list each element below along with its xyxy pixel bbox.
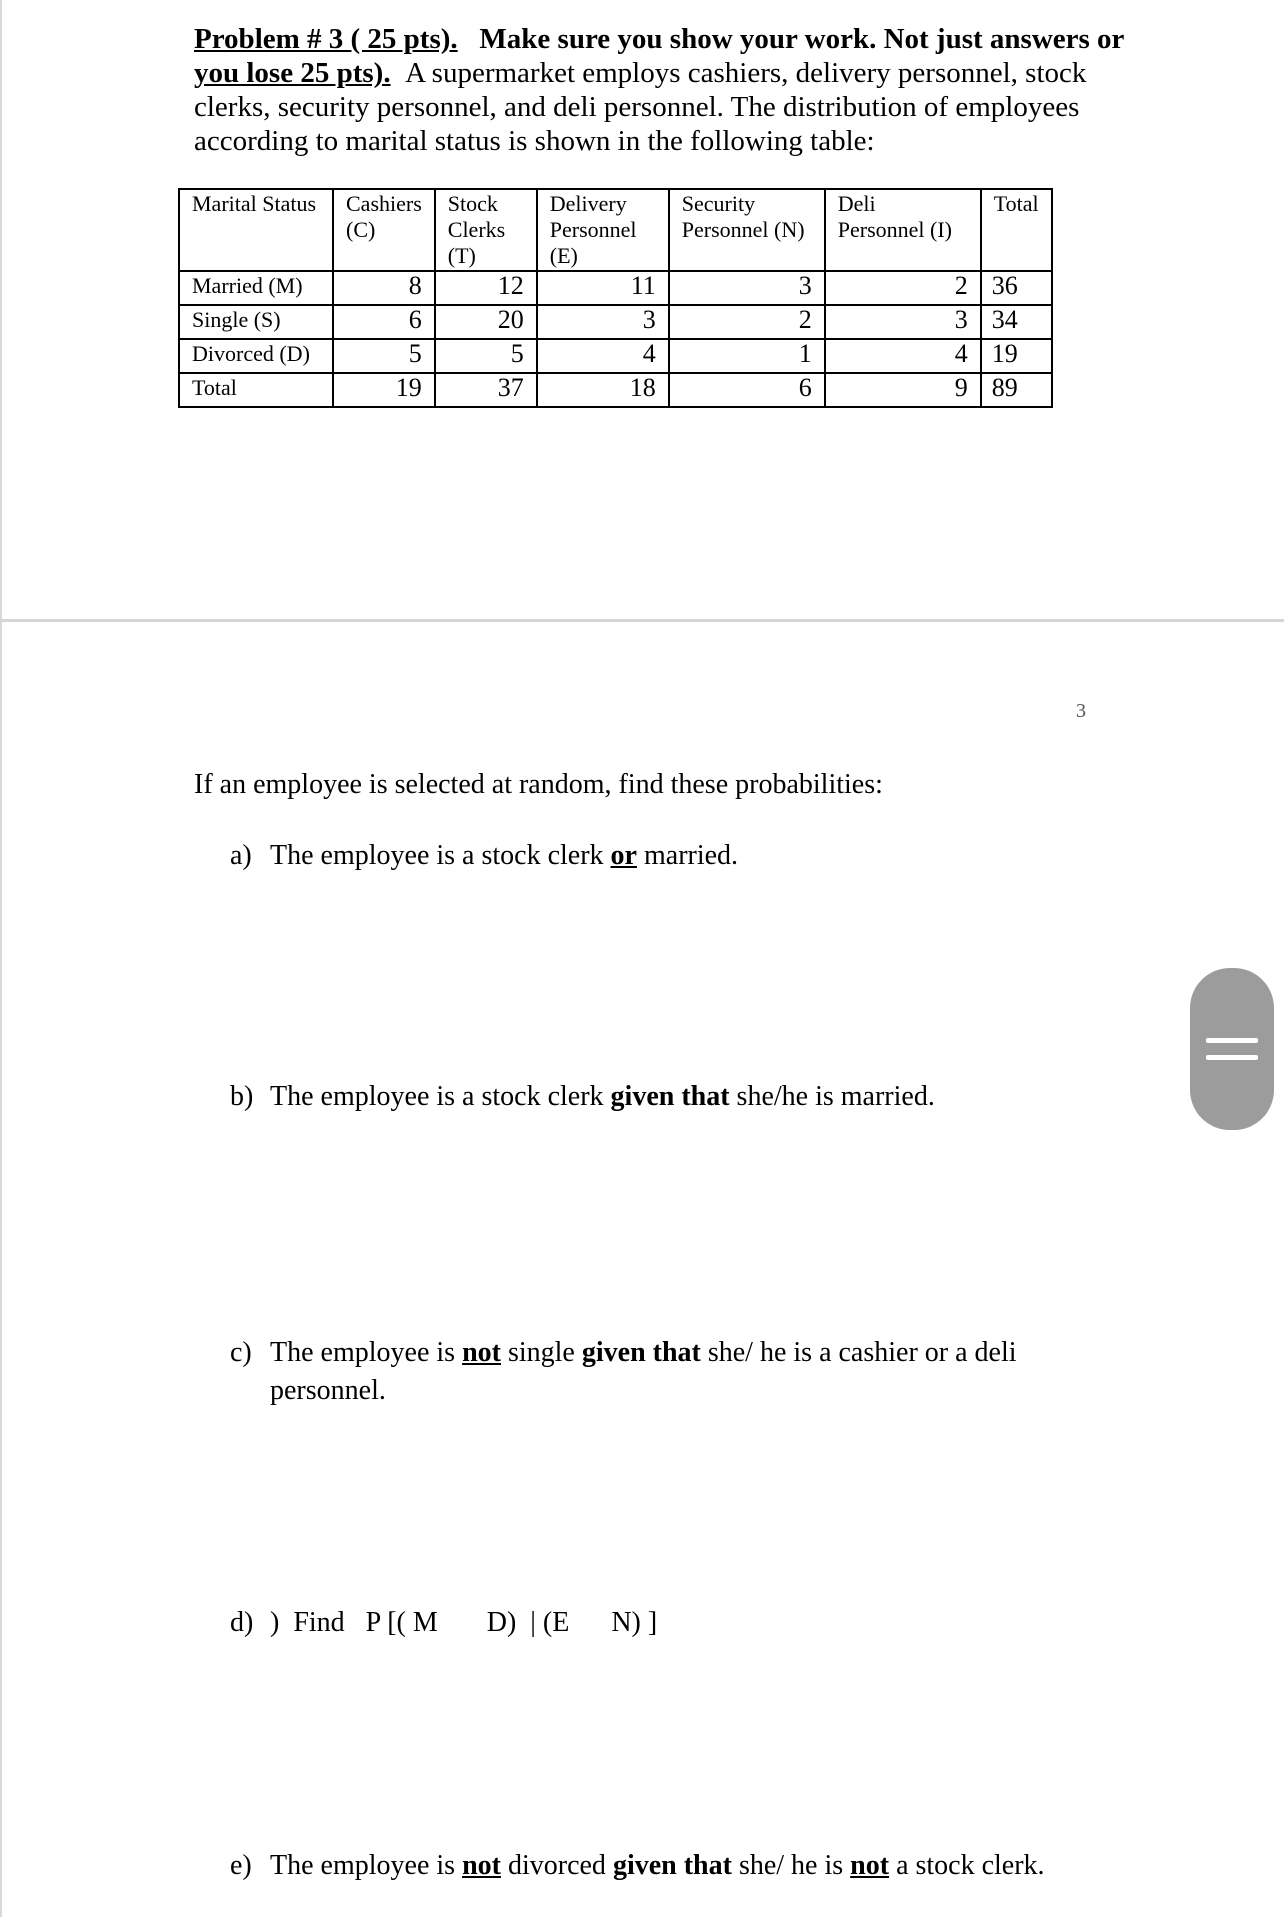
problem-text: A supermarket employs cashiers, delivery personnel, stock clerks, security personnel, and deli personnel. The distribution of employees according to marital status is shown in the following table: bbox=[194, 57, 1087, 157]
question-a: a) The employee is a stock clerk or married. bbox=[230, 837, 738, 875]
cell: 11 bbox=[537, 271, 669, 305]
header-stock-clerks: Stock Clerks (T) bbox=[435, 189, 537, 271]
question-label: d) bbox=[230, 1607, 254, 1638]
row-label: Single (S) bbox=[179, 305, 333, 339]
question-b: b) The employee is a stock clerk given that she/he is married. bbox=[230, 1078, 935, 1116]
cell: 3 bbox=[669, 271, 825, 305]
table-row bbox=[179, 305, 1052, 339]
problem-heading: Problem # 3 ( 25 pts). bbox=[194, 23, 458, 55]
row-label: Divorced (D) bbox=[179, 339, 333, 373]
row-label: Total bbox=[179, 373, 333, 407]
intro-text: If an employee is selected at random, find these probabilities: bbox=[194, 769, 883, 800]
cell-total: 34 bbox=[981, 305, 1052, 339]
row-label: Married (M) bbox=[179, 271, 333, 305]
cell: 8 bbox=[333, 271, 435, 305]
cell: 2 bbox=[825, 271, 981, 305]
cell: 6 bbox=[669, 373, 825, 407]
cell: 4 bbox=[825, 339, 981, 373]
header-cashiers: Cashiers (C) bbox=[333, 189, 435, 271]
question-c: c) The employee is not single given that she/ he is a cashier or a deli personnel. bbox=[230, 1334, 1090, 1410]
page-edge bbox=[0, 0, 2, 1917]
cell: 6 bbox=[333, 305, 435, 339]
table-row bbox=[179, 339, 1052, 373]
cell: 3 bbox=[537, 305, 669, 339]
header-deli: Deli Personnel (I) bbox=[825, 189, 981, 271]
cell: 2 bbox=[669, 305, 825, 339]
table-row bbox=[179, 373, 1052, 407]
question-d: d) ) Find P [( M D) | (E N) ] bbox=[230, 1604, 657, 1642]
cell-total: 36 bbox=[981, 271, 1052, 305]
question-label: c) bbox=[230, 1337, 252, 1368]
page-number: 3 bbox=[1076, 700, 1086, 722]
table-row bbox=[179, 271, 1052, 305]
question-label: b) bbox=[230, 1081, 254, 1112]
cell: 5 bbox=[435, 339, 537, 373]
cell: 20 bbox=[435, 305, 537, 339]
cell: 12 bbox=[435, 271, 537, 305]
table-header-row bbox=[179, 189, 1052, 271]
question-e: e) The employee is not divorced given that she/ he is not a stock clerk. bbox=[230, 1847, 1045, 1885]
cell-total: 89 bbox=[981, 373, 1052, 407]
cell: 3 bbox=[825, 305, 981, 339]
question-label: a) bbox=[230, 840, 252, 871]
header-security: Security Personnel (N) bbox=[669, 189, 825, 271]
header-delivery: Delivery Personnel (E) bbox=[537, 189, 669, 271]
cell: 37 bbox=[435, 373, 537, 407]
scroll-handle-icon[interactable] bbox=[1190, 968, 1274, 1130]
cell: 1 bbox=[669, 339, 825, 373]
cell: 18 bbox=[537, 373, 669, 407]
header-total: Total bbox=[981, 189, 1052, 271]
header-marital-status: Marital Status bbox=[179, 189, 333, 271]
cell: 5 bbox=[333, 339, 435, 373]
problem-statement bbox=[194, 22, 1164, 158]
cell: 4 bbox=[537, 339, 669, 373]
cell: 9 bbox=[825, 373, 981, 407]
problem-instruction: Make sure you show your work. Not just answers or you lose 25 pts). bbox=[194, 23, 1124, 89]
page-divider bbox=[0, 619, 1284, 622]
cell: 19 bbox=[333, 373, 435, 407]
question-label: e) bbox=[230, 1850, 252, 1881]
distribution-table bbox=[178, 188, 1053, 408]
cell-total: 19 bbox=[981, 339, 1052, 373]
